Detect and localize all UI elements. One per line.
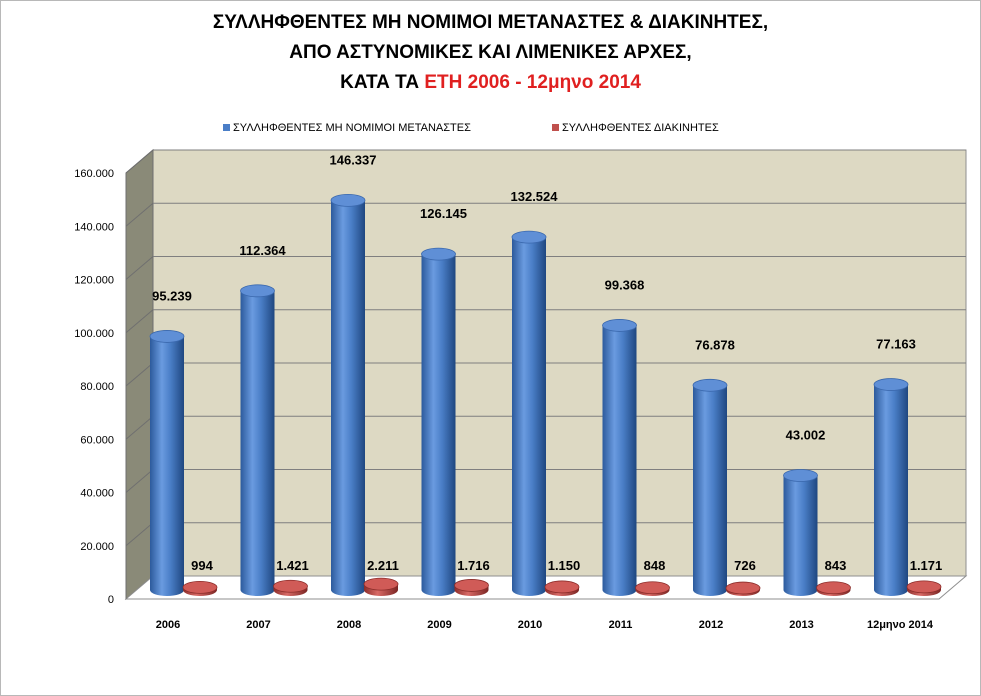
y-tick-label: 0 (107, 594, 114, 606)
bar-migrants-body (784, 476, 818, 596)
chart-title-line-2: ΑΠΟ ΑΣΤΥΝΟΜΙΚΕΣ ΚΑΙ ΛΙΜΕΝΙΚΕΣ ΑΡΧΕΣ, (289, 42, 692, 63)
bar-migrants-top (241, 285, 275, 297)
bar-smugglers (183, 581, 217, 596)
chart-title-line-3-red: ΕΤΗ 2006 - 12μηνο 2014 (424, 72, 641, 93)
bar-migrants-top (874, 379, 908, 391)
data-label-migrants: 146.337 (329, 152, 377, 168)
bar-smugglers-top (817, 582, 851, 594)
x-axis (156, 619, 934, 631)
legend[interactable] (223, 122, 719, 134)
y-tick-label: 20.000 (80, 540, 114, 553)
bar-migrants-top (150, 330, 184, 342)
bar-smugglers (636, 582, 670, 596)
data-label-smugglers: 843 (824, 558, 847, 573)
legend-swatch-migrants (223, 124, 230, 131)
data-label-smugglers: 994 (191, 558, 213, 573)
x-tick-label: 2007 (246, 619, 271, 631)
bar-migrants-body (422, 254, 456, 596)
x-tick-label: 12μηνο 2014 (866, 619, 934, 631)
x-tick-label: 2010 (517, 619, 543, 631)
data-label-migrants: 126.145 (420, 206, 467, 222)
data-label-migrants: 43.002 (785, 427, 826, 443)
x-tick-label: 2011 (608, 619, 633, 631)
legend-label-migrants: ΣΥΛΛΗΦΘΕΝΤΕΣ ΜΗ ΝΟΜΙΜΟΙ ΜΕΤΑΝΑΣΤΕΣ (233, 122, 471, 134)
y-axis (74, 168, 126, 606)
bar-smugglers (726, 582, 760, 596)
bar-smugglers (364, 578, 398, 596)
y-tick-label: 140.000 (74, 221, 114, 234)
bar-migrants-top (784, 470, 818, 482)
y-tick-label: 80.000 (80, 381, 114, 393)
data-label-migrants: 95.239 (152, 288, 192, 304)
bar-migrants-body (241, 291, 275, 596)
y-tick-label: 60.000 (80, 434, 114, 447)
bar-migrants-top (693, 379, 727, 391)
data-label-smugglers: 1.171 (909, 558, 943, 573)
bar-migrants (874, 379, 908, 596)
data-label-smugglers: 1.150 (547, 558, 581, 573)
x-tick-label: 2013 (789, 619, 814, 631)
bar-migrants-top (512, 231, 546, 243)
legend-swatch-smugglers (552, 124, 559, 131)
bar-migrants-body (603, 325, 637, 596)
bar-migrants (603, 319, 637, 596)
data-label-migrants: 132.524 (510, 189, 558, 205)
bar-migrants-body (150, 336, 184, 596)
bar-migrants (784, 470, 818, 596)
bar-migrants (693, 379, 727, 596)
bar-migrants-body (331, 200, 365, 596)
bar-migrants-top (331, 194, 365, 206)
chart-title-line-3-black: ΚΑΤΑ ΤΑ (340, 72, 425, 93)
x-tick-label: 2008 (336, 619, 362, 631)
bar-smugglers-top (274, 580, 308, 592)
data-label-smugglers: 848 (643, 558, 666, 573)
bar-migrants (422, 248, 456, 596)
y-tick-label: 160.000 (74, 168, 114, 180)
bar-smugglers-top (907, 581, 941, 593)
data-label-migrants: 76.878 (695, 337, 735, 353)
bar-migrants (331, 194, 365, 596)
bar-smugglers (274, 580, 308, 596)
bar-smugglers (907, 581, 941, 596)
bar-smugglers-top (636, 582, 670, 594)
data-label-migrants: 77.163 (876, 336, 916, 352)
data-label-smugglers: 2.211 (367, 558, 399, 573)
legend-label-smugglers: ΣΥΛΛΗΦΘΕΝΤΕΣ ΔΙΑΚΙΝΗΤΕΣ (562, 122, 719, 134)
bar-migrants-body (874, 385, 908, 596)
bar-smugglers-top (364, 578, 398, 590)
bar-migrants-top (603, 319, 637, 331)
x-tick-label: 2009 (427, 619, 452, 631)
data-label-migrants: 99.368 (604, 277, 645, 293)
bar-smugglers (545, 581, 579, 596)
bar-migrants (150, 330, 184, 596)
chart-title-line-1: ΣΥΛΛΗΦΘΕΝΤΕΣ ΜΗ ΝΟΜΙΜΟΙ ΜΕΤΑΝΑΣΤΕΣ & ΔΙΑΚΙΝΗΤΕΣ, (212, 12, 769, 33)
bar-smugglers-top (726, 582, 760, 594)
y-tick-label: 40.000 (80, 487, 114, 500)
bar-smugglers-top (183, 581, 217, 593)
data-label-smugglers: 1.421 (276, 558, 309, 573)
data-label-smugglers: 1.716 (457, 558, 490, 573)
x-tick-label: 2006 (155, 619, 181, 631)
bar-migrants (241, 285, 275, 596)
bar-migrants-top (422, 248, 456, 260)
bar-migrants-body (693, 385, 727, 596)
bar-migrants (512, 231, 546, 596)
y-tick-label: 100.000 (74, 327, 114, 340)
bar-smugglers (455, 579, 489, 596)
bar-smugglers-top (545, 581, 579, 593)
y-tick-label: 120.000 (74, 274, 114, 287)
x-tick-label: 2012 (698, 619, 724, 631)
bar-smugglers-top (455, 579, 489, 591)
data-label-migrants: 112.364 (239, 242, 286, 258)
bar-smugglers (817, 582, 851, 596)
bar-migrants-body (512, 237, 546, 596)
data-label-smugglers: 726 (734, 558, 756, 573)
